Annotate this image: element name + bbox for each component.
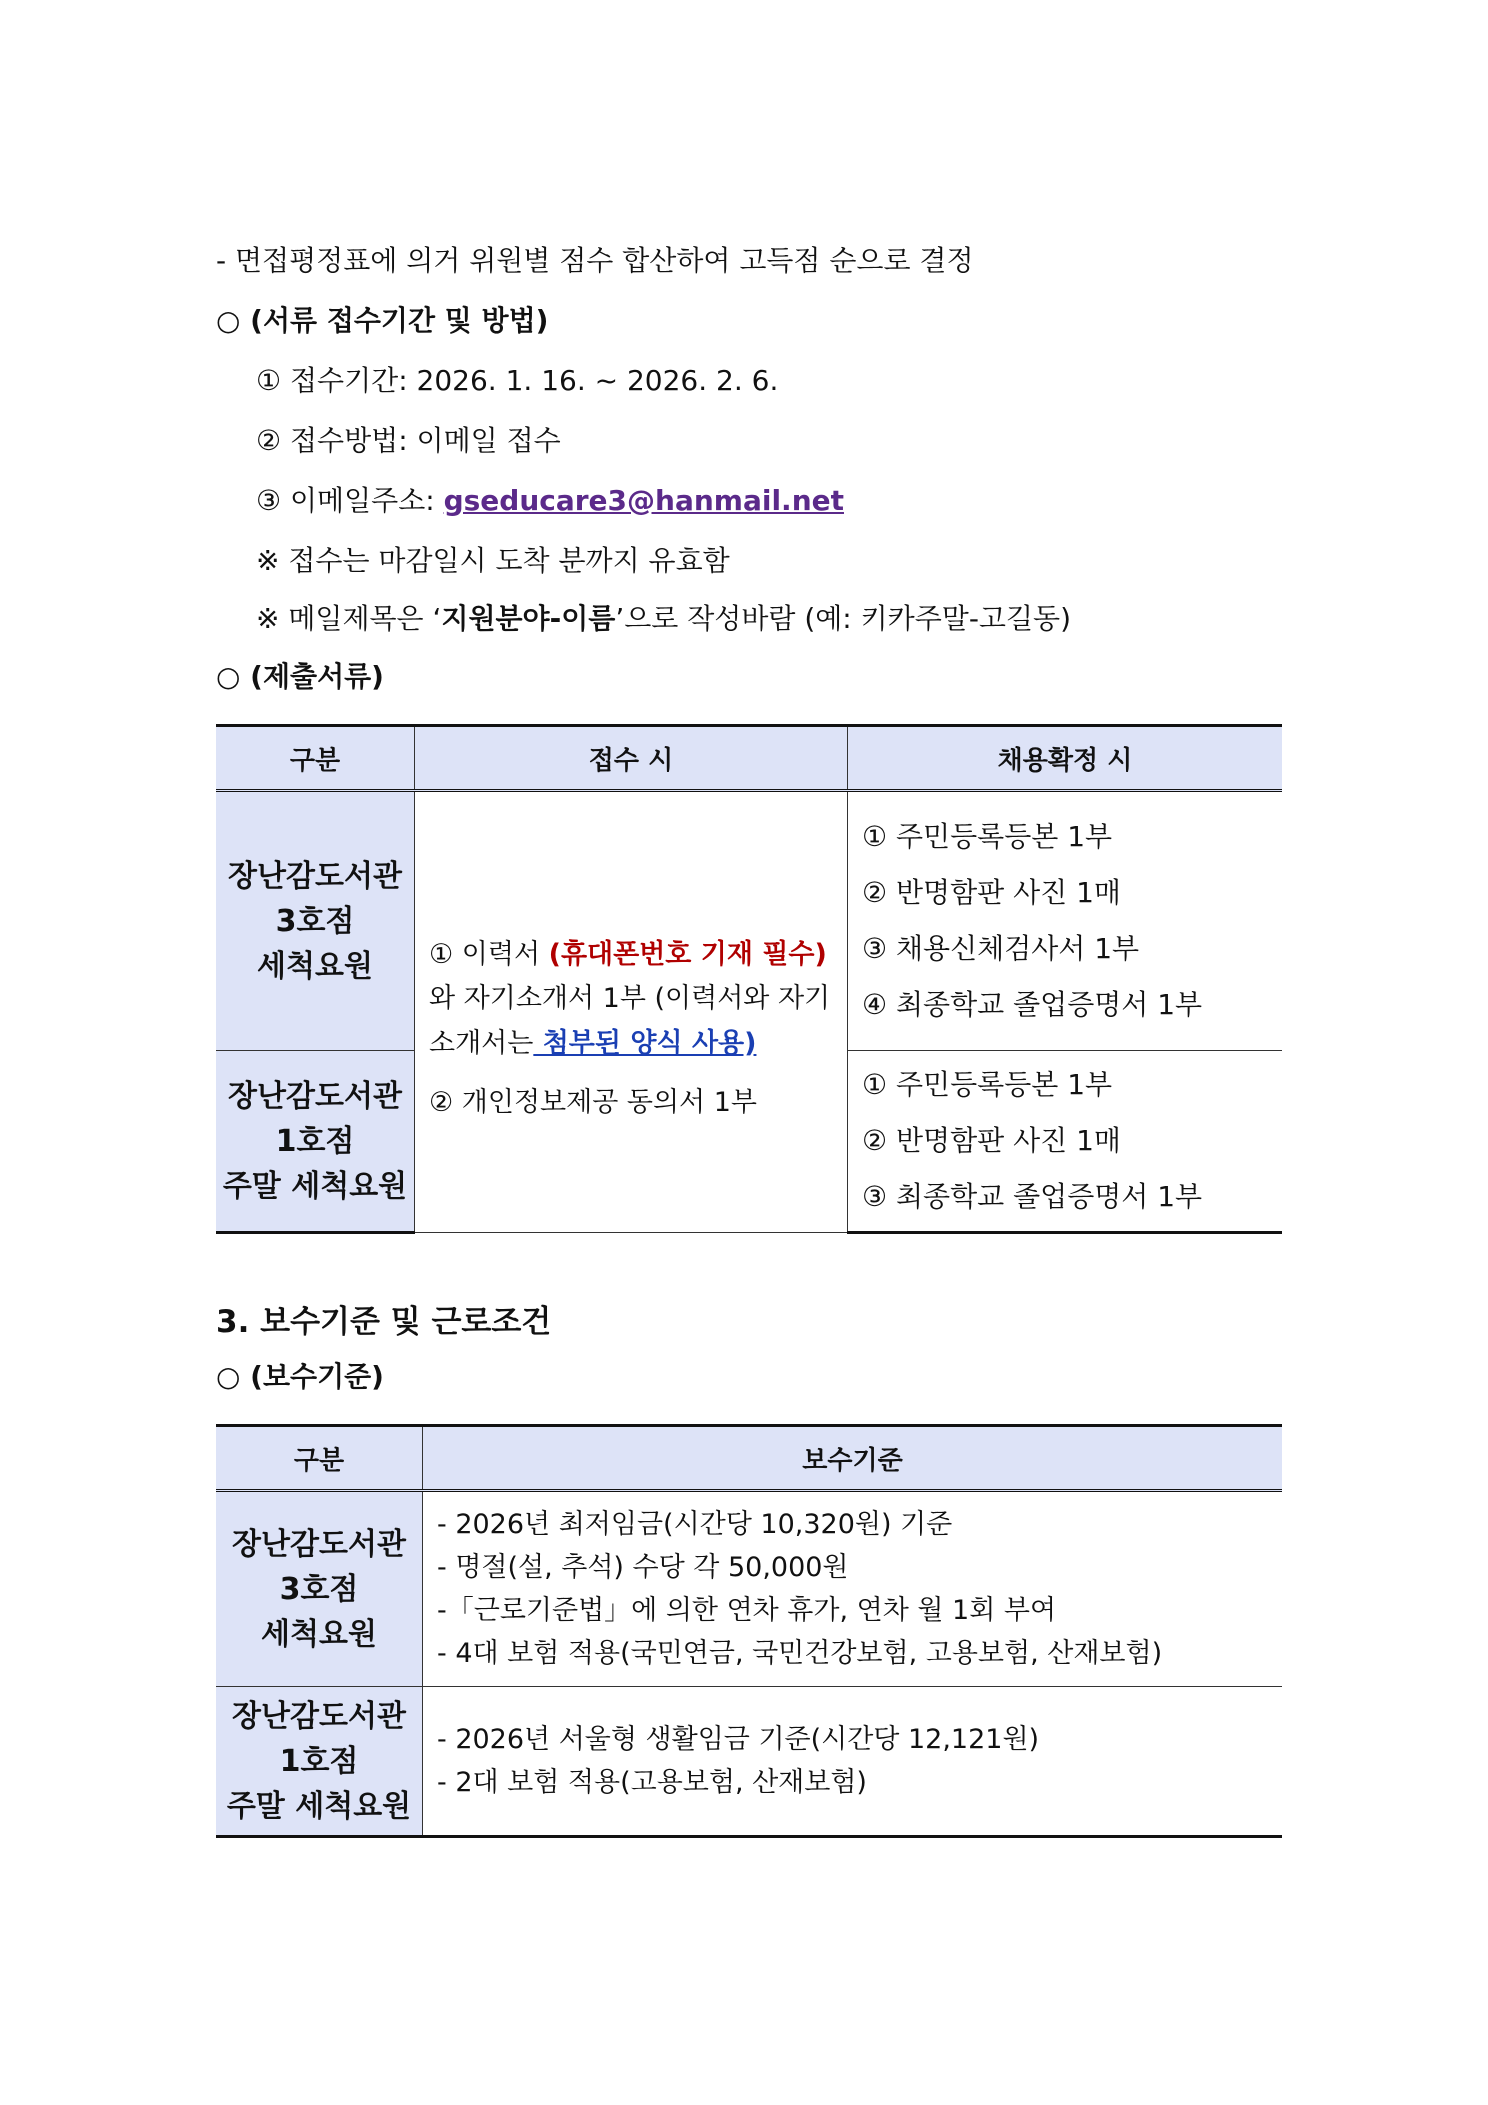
doc-row-name: 장난감도서관 3호점 세척요원: [216, 791, 415, 1051]
pay-row-name: 장난감도서관 3호점 세척요원: [216, 1491, 423, 1687]
method-line: ② 접수방법: 이메일 접수: [256, 424, 561, 457]
list-item: -「근로기준법」에 의한 연차 휴가, 연차 월 1회 부여: [437, 1595, 1057, 1626]
pay-standard-cell: [423, 1687, 1283, 1837]
pay-heading: ○ (보수기준): [216, 1360, 384, 1393]
list-item: ② 반명함판 사진 1매: [862, 876, 1121, 909]
list-item: ④ 최종학교 졸업증명서 1부: [862, 988, 1203, 1021]
list-item: - 2대 보험 적용(고용보험, 산재보험): [437, 1767, 867, 1798]
list-item: ② 반명함판 사진 1매: [862, 1124, 1121, 1157]
doc-header-receipt: 접수 시: [415, 726, 848, 791]
doc-row-name: 장난감도서관 1호점 주말 세척요원: [216, 1051, 415, 1233]
pay-header-category: 구분: [216, 1426, 423, 1491]
list-item: ① 주민등록등본 1부: [862, 820, 1113, 853]
note-subject-prefix: ※ 메일제목은 ‘: [256, 602, 442, 635]
doc-receipt-item-1: ① 이력서 (휴대폰번호 기재 필수)와 자기소개서 1부 (이력서와 자기소개서는 첨부된 양식 사용): [429, 938, 831, 1059]
receipt-heading: ○ (서류 접수기간 및 방법): [216, 304, 549, 337]
documents-heading: ○ (제출서류): [216, 660, 384, 693]
doc-confirm-cell: [848, 1051, 1283, 1233]
doc-confirm-cell: [848, 791, 1283, 1051]
pay-standard-cell: [423, 1491, 1283, 1687]
doc-header-confirm: 채용확정 시: [848, 726, 1283, 791]
note-subject-bold: 지원분야-이름: [441, 602, 616, 635]
pay-table: [216, 1424, 1282, 1838]
list-item: - 명절(설, 추석) 수당 각 50,000원: [437, 1551, 849, 1583]
pay-header-standard: 보수기준: [423, 1426, 1283, 1491]
list-item: - 4대 보험 적용(국민연금, 국민건강보험, 고용보험, 산재보험): [437, 1638, 1163, 1670]
doc-receipt-cell: [415, 791, 848, 1233]
doc-header-category: 구분: [216, 726, 415, 791]
doc-receipt-item-2: ② 개인정보제공 동의서 1부: [429, 1086, 757, 1118]
intro-line: - 면접평정표에 의거 위원별 점수 합산하여 고득점 순으로 결정: [216, 244, 974, 277]
documents-table: [216, 724, 1282, 1234]
list-item: ① 주민등록등본 1부: [862, 1068, 1113, 1101]
list-item: - 2026년 최저임금(시간당 10,320원) 기준: [437, 1508, 953, 1540]
note-subject: [256, 602, 1071, 636]
note-deadline: ※ 접수는 마감일시 도착 분까지 유효함: [256, 544, 730, 577]
period-line: ① 접수기간: 2026. 1. 16. ~ 2026. 2. 6.: [256, 364, 779, 397]
email-link[interactable]: gseducare3@hanmail.net: [443, 484, 844, 517]
pay-row-name: 장난감도서관 1호점 주말 세척요원: [216, 1687, 423, 1837]
email-label: ③ 이메일주소:: [256, 484, 444, 517]
email-line: [256, 484, 844, 518]
list-item: - 2026년 서울형 생활임금 기준(시간당 12,121원): [437, 1723, 1040, 1755]
note-subject-suffix: ’으로 작성바람 (예: 키카주말-고길동): [615, 602, 1071, 635]
list-item: ③ 채용신체검사서 1부: [862, 932, 1140, 965]
section-title-pay: 3. 보수기준 및 근로조건: [216, 1304, 552, 1340]
list-item: ③ 최종학교 졸업증명서 1부: [862, 1180, 1203, 1213]
